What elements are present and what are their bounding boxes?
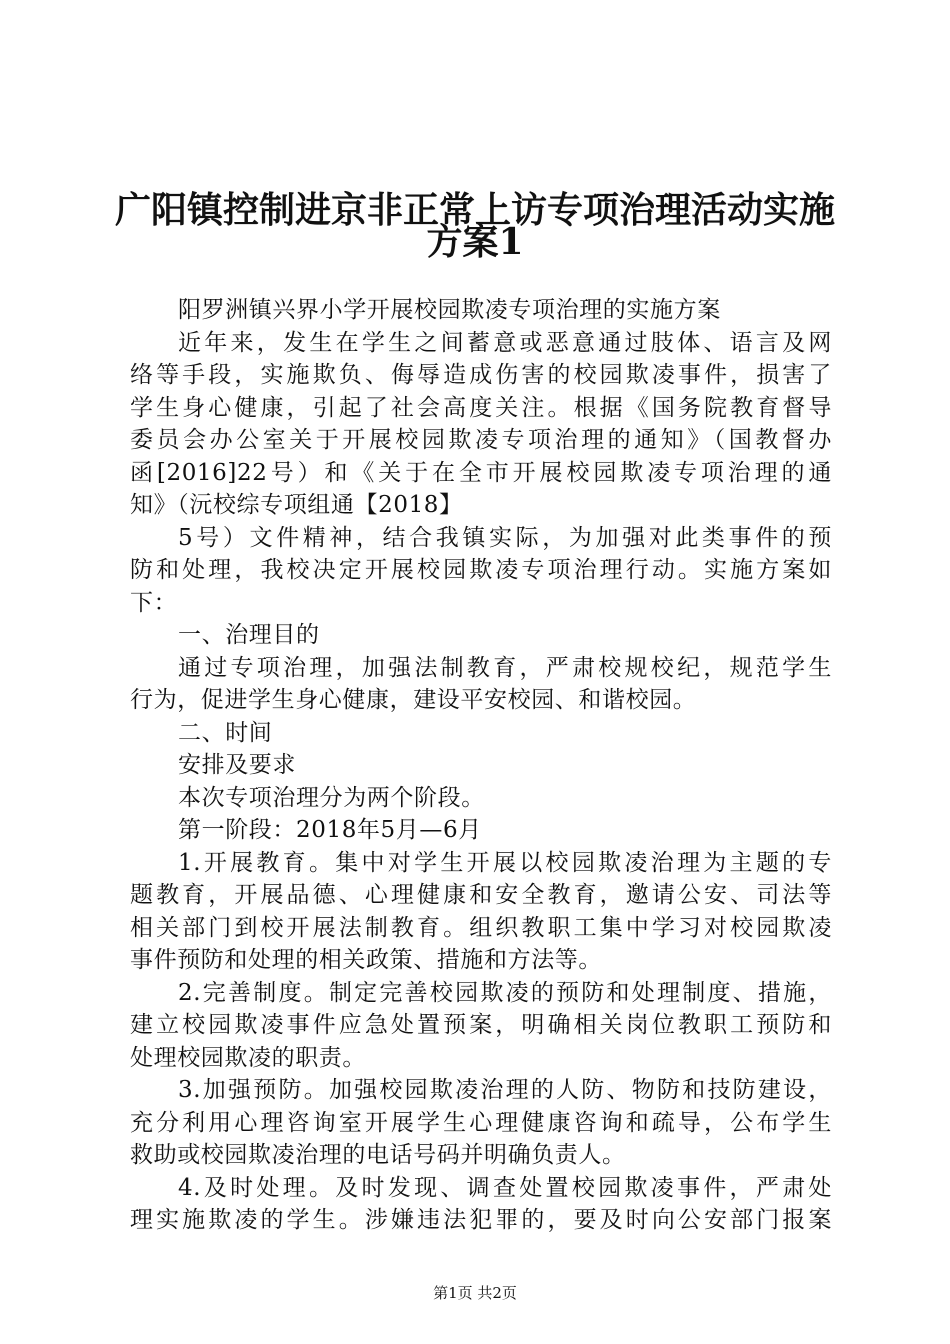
document-line: 救助或校园欺凌治理的电话号码并明确负责人。 — [130, 1142, 626, 1168]
document-line: 理实施欺凌的学生。涉嫌违法犯罪的，要及时向公安部门报案 — [130, 1207, 832, 1233]
document-line: 防和处理，我校决定开展校园欺凌专项治理行动。实施方案如 — [130, 557, 832, 583]
document-line: 通过专项治理，加强法制教育，严肃校规校纪，规范学生 — [178, 654, 832, 681]
document-line: 函[2016]22号）和《关于在全市开展校园欺凌专项治理的通 — [130, 459, 832, 486]
document-line: 安排及要求 — [178, 752, 296, 778]
page-footer: 第1页 共2页 — [433, 1284, 517, 1302]
document-line: 学生身心健康，引起了社会高度关注。根据《国务院教育督导 — [130, 394, 832, 421]
document-line: 充分利用心理咨询室开展学生心理健康咨询和疏导，公布学生 — [130, 1109, 832, 1136]
document-line: 阳罗洲镇兴界小学开展校园欺凌专项治理的实施方案 — [178, 297, 721, 323]
document-body — [130, 294, 832, 1237]
document-line: 相关部门到校开展法制教育。组织教职工集中学习对校园欺凌 — [130, 914, 832, 941]
document-line: 行为，促进学生身心健康，建设平安校园、和谐校园。 — [130, 687, 697, 713]
document-line: 第一阶段：2018年5月—6月 — [178, 817, 482, 843]
document-line: 处理校园欺凌的职责。 — [130, 1044, 366, 1071]
document-line: 题教育，开展品德、心理健康和安全教育，邀请公安、司法等 — [130, 882, 832, 908]
document-title-line-2: 方案1 — [426, 221, 524, 263]
document-line: 知》（沅校综专项组通【2018】 — [130, 492, 463, 518]
document-line: 2.完善制度。制定完善校园欺凌的预防和处理制度、措施， — [178, 979, 832, 1006]
document-line: 5号）文件精神，结合我镇实际，为加强对此类事件的预 — [178, 524, 832, 551]
document-line: 委员会办公室关于开展校园欺凌专项治理的通知》（国教督办 — [130, 427, 832, 453]
document-line: 建立校园欺凌事件应急处置预案，明确相关岗位教职工预防和 — [130, 1012, 832, 1038]
document-line: 一、治理目的 — [178, 622, 320, 648]
document-line: 近年来，发生在学生之间蓄意或恶意通过肢体、语言及网 — [178, 329, 832, 356]
document-line: 3.加强预防。加强校园欺凌治理的人防、物防和技防建设， — [178, 1077, 832, 1103]
document-line: 本次专项治理分为两个阶段。 — [178, 784, 485, 811]
document-title-line-1: 广阳镇控制进京非正常上访专项治理活动实施 — [114, 189, 835, 231]
document-line: 4.及时处理。及时发现、调查处置校园欺凌事件，严肃处 — [178, 1174, 832, 1201]
document-line: 1.开展教育。集中对学生开展以校园欺凌治理为主题的专 — [178, 849, 832, 876]
document-line: 络等手段，实施欺负、侮辱造成伤害的校园欺凌事件，损害了 — [130, 362, 832, 388]
document-line: 下： — [130, 589, 178, 616]
document-line: 二、时间 — [178, 719, 273, 746]
document-line: 事件预防和处理的相关政策、措施和方法等。 — [130, 947, 602, 973]
